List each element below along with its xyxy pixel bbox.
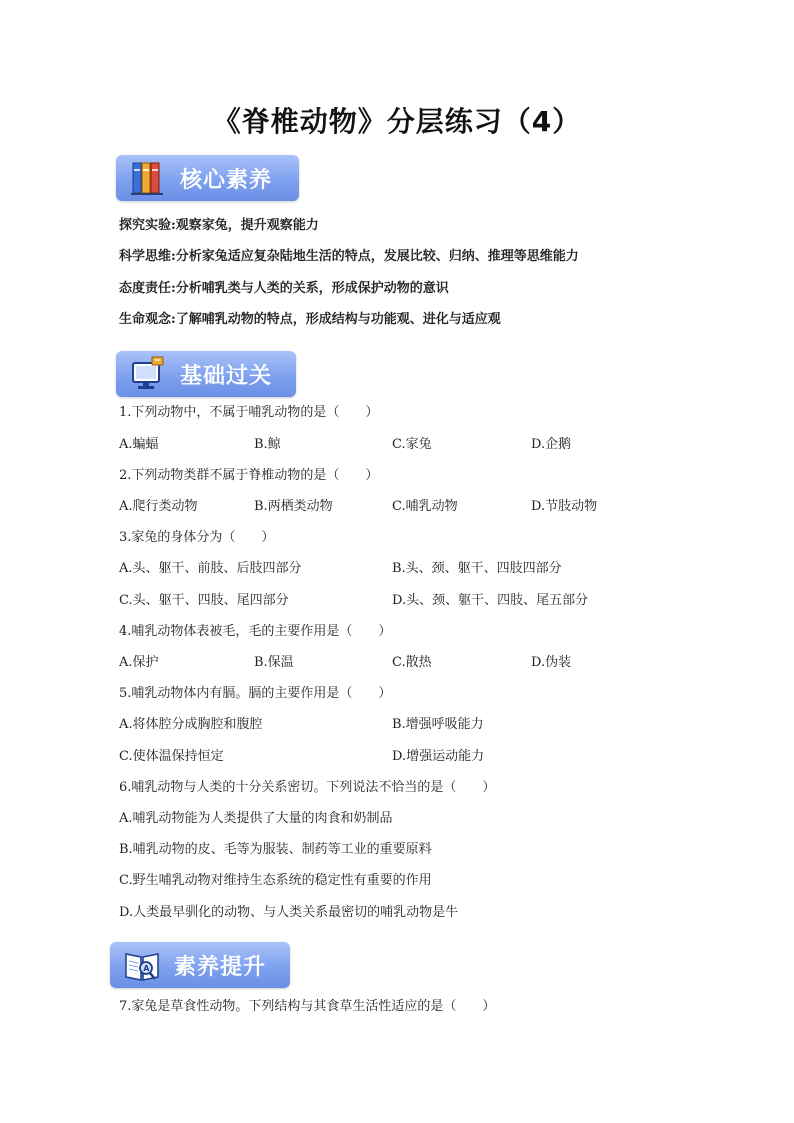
section-banner-advance <box>110 942 290 988</box>
question-stem: 5.哺乳动物体内有膈。膈的主要作用是（ ） <box>119 686 392 701</box>
question-option: B.保温 <box>254 655 294 670</box>
question-option: A.将体腔分成胸腔和腹腔 <box>119 717 263 732</box>
question-stem: 1.下列动物中，不属于哺乳动物的是（ ） <box>119 405 379 420</box>
svg-text:A: A <box>143 964 150 973</box>
section-title-basic: 基础过关 <box>180 364 273 389</box>
question-option: D.头、颈、躯干、四肢、尾五部分 <box>392 593 589 608</box>
question-stem: 4.哺乳动物体表被毛，毛的主要作用是（ ） <box>119 624 392 639</box>
question-option: D.伪装 <box>531 655 572 670</box>
question-option: A.蝙蝠 <box>119 437 159 452</box>
competency-item: 生命观念:了解哺乳动物的特点，形成结构与功能观、进化与适应观 <box>119 312 501 327</box>
page-title: 《脊椎动物》分层练习（4） <box>212 105 582 138</box>
question-option: D.增强运动能力 <box>392 749 485 764</box>
question-option: B.两栖类动物 <box>254 499 333 514</box>
computer-icon <box>130 355 166 393</box>
question-option: A.爬行类动物 <box>119 499 198 514</box>
section-title-core: 核心素养 <box>180 168 273 193</box>
question-option: D.人类最早驯化的动物、与人类关系最密切的哺乳动物是牛 <box>119 905 459 920</box>
question-option: B.鲸 <box>254 437 281 452</box>
competency-item: 态度责任:分析哺乳类与人类的关系，形成保护动物的意识 <box>119 281 449 296</box>
question-option: D.节肢动物 <box>531 499 598 514</box>
question-option: B.头、颈、躯干、四肢四部分 <box>392 561 562 576</box>
section-title-advance: 素养提升 <box>174 955 267 980</box>
question-stem: 7.家兔是草食性动物。下列结构与其食草生活性适应的是（ ） <box>119 999 496 1014</box>
question-option: B.增强呼吸能力 <box>392 717 484 732</box>
question-option: A.头、躯干、前肢、后肢四部分 <box>119 561 302 576</box>
question-option: C.野生哺乳动物对维持生态系统的稳定性有重要的作用 <box>119 873 432 888</box>
question-option: C.头、躯干、四肢、尾四部分 <box>119 593 289 608</box>
question-stem: 3.家兔的身体分为（ ） <box>119 530 275 545</box>
book-magnifier-icon <box>124 946 160 984</box>
section-banner-basic <box>116 351 296 397</box>
question-option: A.哺乳动物能为人类提供了大量的肉食和奶制品 <box>119 811 393 826</box>
question-option: A.保护 <box>119 655 159 670</box>
question-option: C.散热 <box>392 655 432 670</box>
question-stem: 6.哺乳动物与人类的十分关系密切。下列说法不恰当的是（ ） <box>119 780 496 795</box>
books-icon <box>130 159 166 197</box>
question-stem: 2.下列动物类群不属于脊椎动物的是（ ） <box>119 468 379 483</box>
section-banner-core <box>116 155 299 201</box>
question-option: C.使体温保持恒定 <box>119 749 224 764</box>
competency-item: 探究实验:观察家兔，提升观察能力 <box>119 218 319 233</box>
question-option: C.家兔 <box>392 437 432 452</box>
question-option: C.哺乳动物 <box>392 499 458 514</box>
question-option: D.企鹅 <box>531 437 572 452</box>
competency-item: 科学思维:分析家兔适应复杂陆地生活的特点，发展比较、归纳、推理等思维能力 <box>119 249 579 264</box>
question-option: B.哺乳动物的皮、毛等为服装、制药等工业的重要原料 <box>119 842 432 857</box>
